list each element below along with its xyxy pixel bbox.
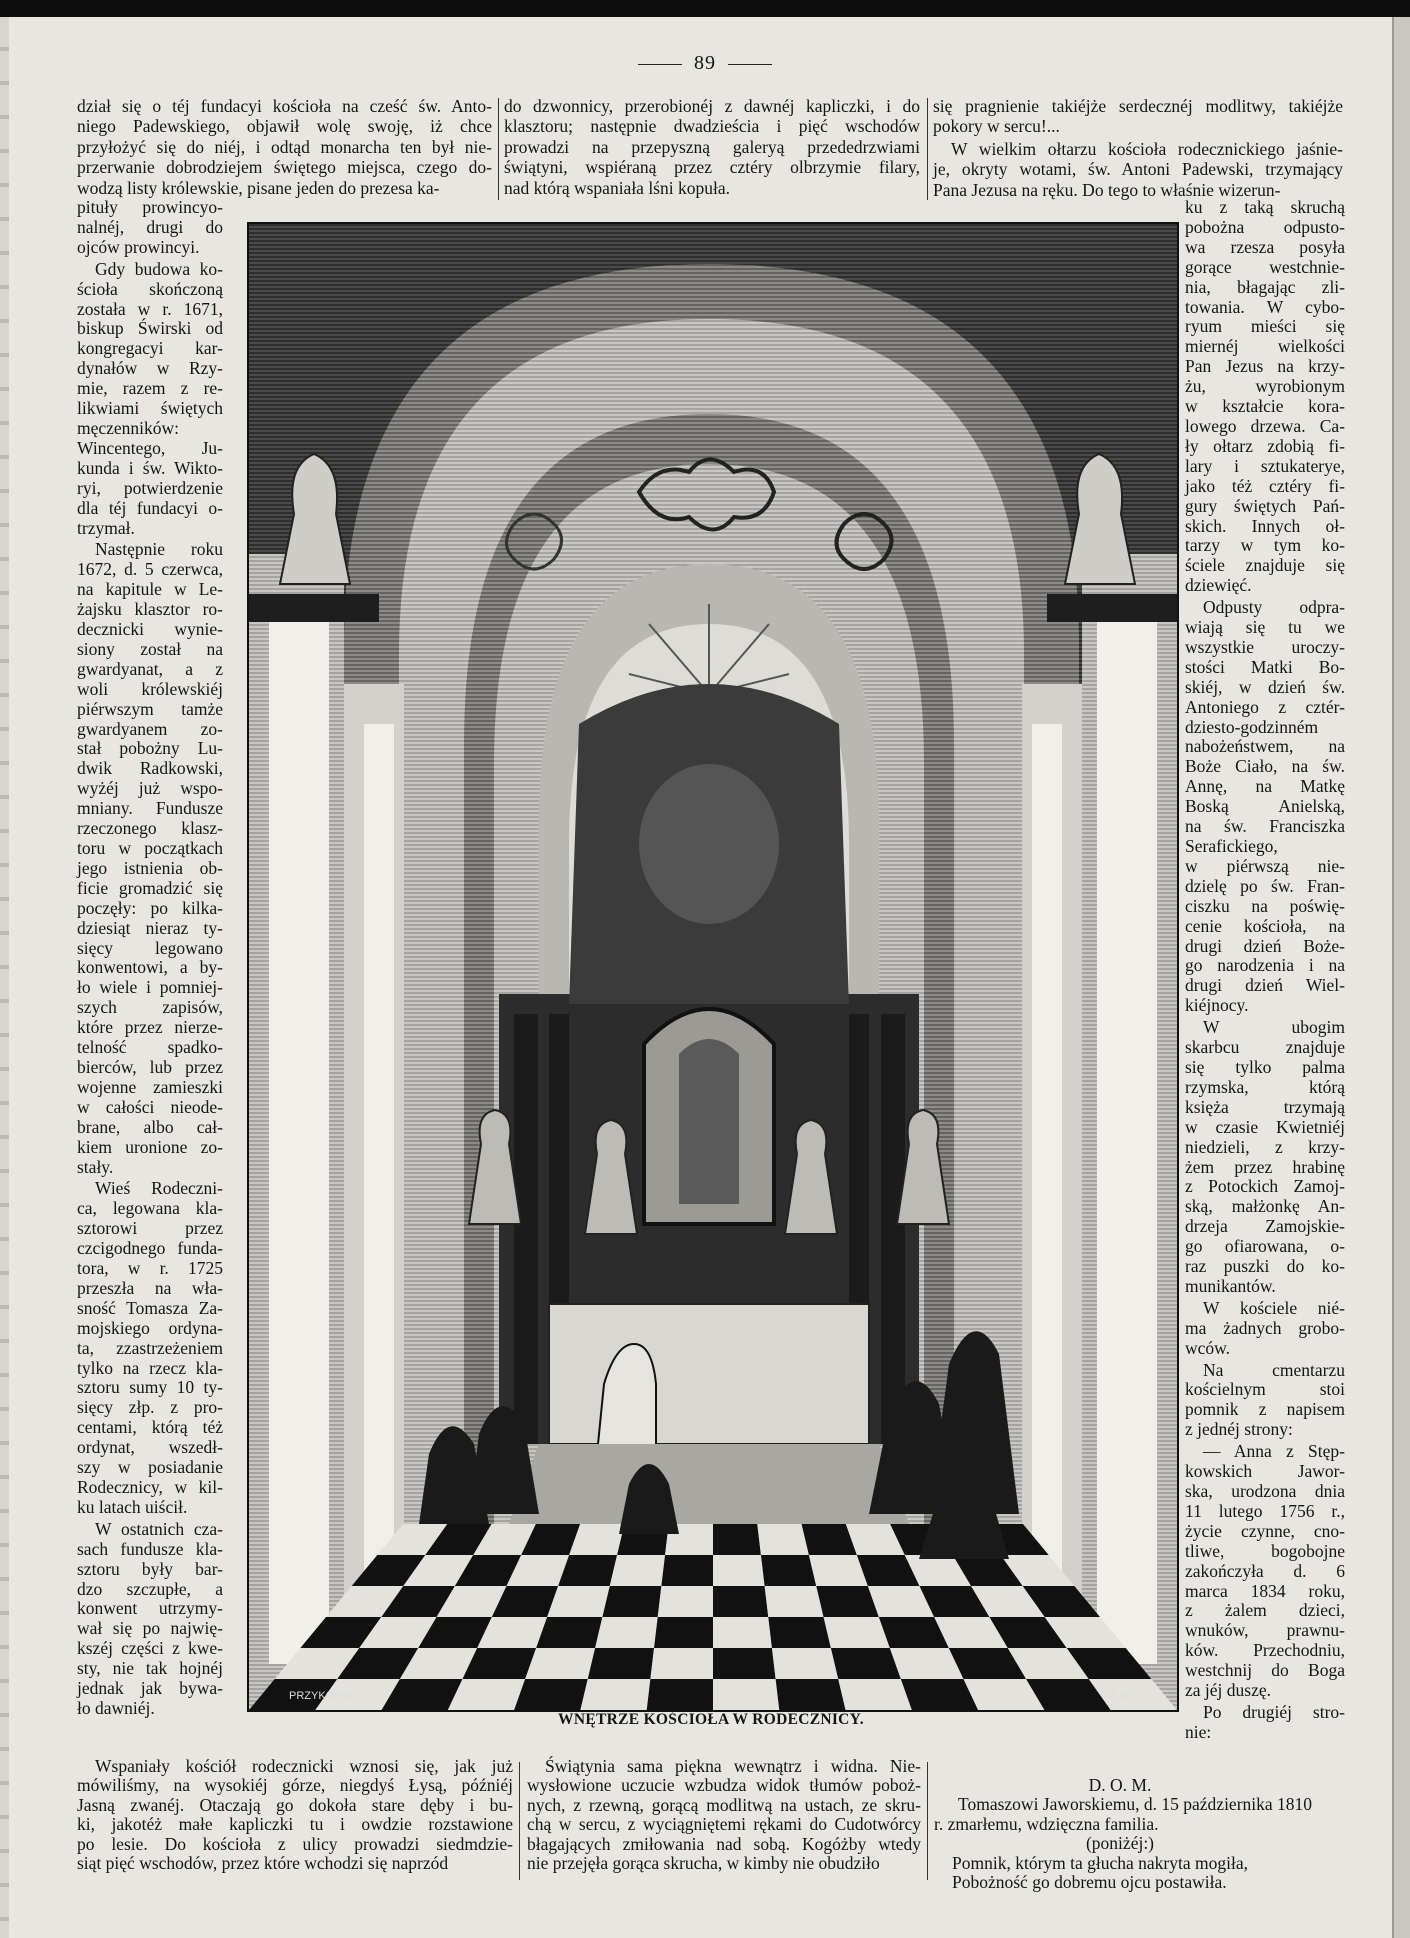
text-line: W wielkim ołtarzu kościoła rodecznickiego jaśnie-: [951, 138, 1343, 159]
text-line: dla téj fundacyi o-: [77, 497, 223, 518]
text-line: toru w początkach: [77, 838, 223, 858]
paragraph: [1185, 1018, 1345, 1297]
text-line: nie przejęła gorąca skrucha, w kimby nie obudziło: [527, 1853, 880, 1874]
column-rule: [927, 1762, 928, 1880]
text-line: ojców prowincyi.: [77, 236, 200, 257]
text-line: ku z taką skruchą: [1185, 197, 1345, 217]
text-line: kongregacyi kar-: [77, 338, 223, 359]
text-line: Antoniego z cztér-: [1185, 696, 1345, 717]
text-line: 11 lutego 1756 r.,: [1185, 1500, 1345, 1521]
bottom-column-2: [527, 1757, 921, 1875]
text-line: wojenne zamieszki: [77, 1076, 223, 1097]
text-line: z żalem dzieci,: [1185, 1600, 1345, 1621]
floor-tile: [661, 1555, 713, 1586]
text-line: jego istnienia ob-: [77, 857, 223, 878]
text-line: mniany. Fundusze: [77, 798, 223, 819]
text-line: gury świętych Pań-: [1185, 495, 1345, 516]
paragraph: [77, 1520, 223, 1719]
text-line: dzielę po św. Fran-: [1185, 875, 1345, 896]
text-line: wyżéj już wspo-: [77, 778, 223, 799]
text-line: pomnik z napisem: [1185, 1399, 1345, 1420]
text-line: piérwszym tamże: [77, 698, 223, 719]
text-line: sztoru były bar-: [77, 1558, 223, 1579]
text-line: biskup Świrski od: [77, 318, 223, 339]
paragraph: [1185, 598, 1345, 1016]
left-column: [77, 198, 223, 1721]
text-line: dwik Radkowski,: [77, 758, 223, 779]
text-line: skarbcu znajduje: [1185, 1037, 1345, 1058]
text-line: tora, w r. 1725: [77, 1258, 223, 1279]
text-line: dziesiąt nieraz ty-: [77, 917, 223, 938]
text-line: ku latach uiścił.: [77, 1496, 188, 1517]
text-line: została w r. 1671,: [77, 298, 223, 319]
text-line: się pragnienie takiéjże serdecznéj modlitwy, takiéjże: [933, 96, 1343, 116]
inscription-verse: Pobożność go dobremu ojcu postawiła.: [952, 1872, 1227, 1893]
text-line: konwent utrzymy-: [77, 1598, 223, 1619]
text-line: Na cmentarzu: [1203, 1359, 1345, 1380]
text-line: pokory w sercu!...: [933, 116, 1060, 137]
artist-signature: A.K.: [1109, 1688, 1132, 1702]
text-line: pobożna odpusto-: [1185, 216, 1345, 237]
text-line: Pan Jezus na krzy-: [1185, 356, 1345, 377]
text-line: pituły prowincyo-: [77, 197, 223, 217]
text-line: raz puszki do ko-: [1185, 1256, 1345, 1277]
text-line: nie:: [1185, 1721, 1212, 1742]
paragraph: [1185, 1703, 1345, 1743]
text-line: w czasie Kwietniéj: [1185, 1116, 1345, 1137]
floor-tile: [547, 1586, 610, 1617]
text-line: sięcy legowano: [77, 937, 223, 958]
text-line: wnuków, prawnu-: [1185, 1620, 1345, 1641]
text-line: ską, małżonkę An-: [1185, 1196, 1345, 1217]
text-line: ścioła skończoną: [77, 278, 223, 299]
paragraph: [77, 96, 492, 198]
text-line: munikantów.: [1185, 1275, 1276, 1296]
text-line: mie, razem z re-: [77, 378, 223, 399]
text-line: się tylko palma: [1185, 1056, 1345, 1077]
floor-tile: [595, 1617, 658, 1648]
text-line: jednak jak bywa-: [77, 1678, 223, 1699]
top-column-3: [933, 96, 1343, 202]
text-line: ło dawniéj.: [77, 1697, 155, 1718]
text-line: mówiliśmy, na wysokiéj górze, niegdyś Łysą, późniéj: [77, 1775, 513, 1796]
text-line: likwiami świętych: [77, 398, 223, 419]
text-line: wysłowione uczucie wzbudza widok tłumów poboż-: [527, 1775, 921, 1796]
floor-tile: [838, 1679, 912, 1710]
text-line: ordynat, wszedł-: [77, 1437, 223, 1458]
floor-tile: [514, 1679, 588, 1710]
floor-tile: [588, 1648, 654, 1679]
text-line: nabożeństwem, na: [1185, 736, 1345, 757]
text-line: miernéj wielkości: [1185, 336, 1345, 357]
text-line: kiem uronione zo-: [77, 1136, 223, 1157]
text-line: z jednéj strony:: [1185, 1419, 1293, 1440]
top-column-1: [77, 96, 492, 200]
text-line: W kościele nié-: [1203, 1297, 1345, 1318]
paragraph: [504, 96, 920, 198]
text-line: wiają się tu we: [1185, 617, 1345, 638]
text-line: sięcy złp. z pro-: [77, 1397, 223, 1418]
floor-tile: [650, 1648, 713, 1679]
text-line: gorące westchnie-: [1185, 256, 1345, 277]
text-line: kowskich Jawor-: [1185, 1461, 1345, 1482]
text-line: Wincentego, Ju-: [77, 437, 223, 458]
text-line: szy w posiadanie: [77, 1457, 223, 1478]
text-line: ków. Przechodniu,: [1185, 1640, 1345, 1661]
text-line: Annę, na Matkę: [1185, 776, 1345, 797]
text-line: żajsku klasztor ro-: [77, 599, 223, 620]
text-line: wszystkie uroczy-: [1185, 636, 1345, 657]
text-line: które przez nierze-: [77, 1017, 223, 1038]
text-line: ta, zzastrzeżeniem: [77, 1337, 223, 1358]
scan-left-edge: [0, 17, 9, 1938]
text-line: konwentowi, a by-: [77, 957, 223, 978]
text-line: zakończyła d. 6: [1185, 1560, 1345, 1581]
text-line: na św. Franciszka: [1185, 816, 1345, 837]
paragraph: [1185, 198, 1345, 596]
scan-top-border: [0, 0, 1410, 17]
text-line: ki, jakotéż małe kapliczki tu i owdzie rozstawione: [77, 1814, 513, 1835]
text-line: klasztoru; następnie dwadzieścia i pięć wschodów: [504, 116, 920, 137]
text-line: za jéj duszę.: [1185, 1680, 1271, 1701]
text-line: ło wiele i pomniej-: [77, 977, 223, 998]
text-line: życie czynne, cno-: [1185, 1520, 1345, 1541]
paragraph: [1185, 1442, 1345, 1701]
text-line: chą w sercu, z wyciągniętemi rękami do Cudotwórcy: [527, 1814, 921, 1835]
text-line: czcigodnego funda-: [77, 1238, 223, 1259]
right-column: [1185, 198, 1345, 1745]
floor-tile: [776, 1679, 846, 1710]
church-interior-engraving: [247, 222, 1179, 1712]
text-line: lowego drzewa. Ca-: [1185, 415, 1345, 436]
text-line: siony został na: [77, 638, 223, 659]
text-line: go ofiarowana, o-: [1185, 1236, 1345, 1257]
floor-tile: [580, 1679, 650, 1710]
text-line: bierców, lub przez: [77, 1056, 223, 1077]
text-line: ściele znajduje się: [1185, 555, 1345, 576]
text-line: brane, albo cał-: [77, 1116, 223, 1137]
text-line: Wieś Rodeczni-: [95, 1178, 223, 1199]
text-line: ryum mieści się: [1185, 316, 1345, 337]
text-line: drugi dzień Boże-: [1185, 935, 1345, 956]
paragraph: [933, 139, 1343, 200]
text-line: przeszła na wła-: [77, 1277, 223, 1298]
column-rule: [927, 98, 928, 200]
text-line: tylko na rzecz kla-: [77, 1357, 223, 1378]
paragraph: [1185, 1299, 1345, 1359]
text-line: w piérwszą nie-: [1185, 855, 1345, 876]
text-line: drugi dzień Wiel-: [1185, 975, 1345, 996]
floor-tile: [647, 1679, 713, 1710]
paragraph: [527, 1757, 921, 1873]
text-line: cenie kościoła, na: [1185, 915, 1345, 936]
text-line: wców.: [1185, 1337, 1231, 1358]
paragraph: [77, 540, 223, 1177]
text-line: rzymska, którą: [1185, 1076, 1345, 1097]
text-line: trzymał.: [77, 517, 135, 538]
text-line: w kształcie kora-: [1185, 396, 1345, 417]
text-line: towania. W cybo-: [1185, 296, 1345, 317]
text-line: sach fundusze kla-: [77, 1538, 223, 1559]
text-line: żu, wyrobionym: [1185, 376, 1345, 397]
text-line: tliwe, bogobojne: [1185, 1540, 1345, 1561]
inscription-note: (poniżéj:): [1085, 1833, 1155, 1854]
text-line: na kapitule w Le-: [77, 579, 223, 600]
floor-tile: [713, 1648, 776, 1679]
text-line: marca 1834 roku,: [1185, 1580, 1345, 1601]
floor-tile: [831, 1648, 901, 1679]
floor-tile: [816, 1586, 879, 1617]
text-line: decznicki wynie-: [77, 619, 223, 640]
floor-tile: [713, 1555, 765, 1586]
text-line: gwardyanem zo-: [77, 718, 223, 739]
text-line: z Potockich Zamoj-: [1185, 1176, 1345, 1197]
text-line: tarzy w tym ko-: [1185, 535, 1345, 556]
floor-tile: [772, 1648, 838, 1679]
floor-tile: [824, 1617, 890, 1648]
text-line: dynałów w Rzy-: [77, 358, 223, 379]
text-line: 1672, d. 5 czerwca,: [77, 559, 223, 580]
text-line: Następnie roku: [95, 539, 223, 560]
text-line: stości Matki Bo-: [1185, 656, 1345, 677]
text-line: ryi, potwierdzenie: [77, 477, 223, 498]
engraver-signature: PRZYKORSKI: [289, 1690, 360, 1702]
text-line: nalnéj, drugi do: [77, 216, 223, 237]
text-line: mojskiego ordyna-: [77, 1317, 223, 1338]
paragraph: [1185, 1361, 1345, 1441]
floor-tile: [768, 1617, 831, 1648]
floor-tile: [602, 1586, 661, 1617]
floor-tile: [525, 1648, 595, 1679]
text-line: sty, nie tak hojnéj: [77, 1658, 223, 1679]
column-rule: [519, 1762, 520, 1880]
text-line: szych zapisów,: [77, 997, 223, 1018]
text-line: po lesie. Do kościoła z ulicy prowadzi siedmdzie-: [77, 1833, 513, 1854]
text-line: męczenników:: [77, 417, 180, 438]
text-line: centami, którą téż: [77, 1417, 223, 1438]
text-line: kiéjnocy.: [1185, 995, 1249, 1016]
text-line: kszéj części z kwe-: [77, 1638, 223, 1659]
text-line: nych, z rzewną, gorącą modlitwą na ustach, ze skru-: [527, 1794, 921, 1815]
text-line: nad którą wspaniała lśni kopuła.: [504, 177, 730, 198]
text-line: prowadzi na przepyszną galeryą przededrzwiami: [504, 136, 920, 157]
floor-tile: [610, 1555, 665, 1586]
text-line: Po drugiéj stro-: [1203, 1701, 1345, 1722]
text-line: W ostatnich cza-: [95, 1518, 223, 1539]
paragraph: [933, 96, 1343, 137]
text-line: poczęły: po kilka-: [77, 897, 223, 918]
text-line: W ubogim: [1203, 1017, 1345, 1038]
text-line: Odpusty odpra-: [1203, 597, 1345, 618]
text-line: sztorowi przez: [77, 1218, 223, 1239]
inscription-verse: Pomnik, którym ta głucha nakryta mogiła,: [952, 1852, 1248, 1873]
text-line: dziewięć.: [1185, 575, 1252, 596]
floor-tile: [654, 1617, 713, 1648]
text-line: dziesto-godzinném: [1185, 716, 1319, 737]
text-line: skich. Innych oł-: [1185, 515, 1345, 536]
text-line: Boską Anielską,: [1185, 796, 1345, 817]
text-line: je, okryty wotami, św. Antoni Padewski, trzymający: [933, 159, 1343, 180]
paragraph: [77, 198, 223, 258]
text-line: przerwanie dobrodziejem świętego miejsca, czego do-: [77, 157, 492, 178]
text-line: ma żadnych grobo-: [1185, 1317, 1345, 1338]
text-line: lary i sztukaterye,: [1185, 455, 1345, 476]
text-line: Gdy budowa ko-: [95, 258, 223, 279]
text-line: do dzwonnicy, przerobionéj z dawnéj kapliczki, i do: [504, 96, 920, 116]
text-line: Wspaniały kościół rodecznicki wznosi się, jak już: [95, 1756, 513, 1776]
text-line: ciszku na poświę-: [1185, 895, 1345, 916]
floor-tile: [713, 1617, 772, 1648]
floor-tile: [536, 1617, 602, 1648]
text-line: drzeja Zamojskie-: [1185, 1216, 1345, 1237]
text-line: w całości nieode-: [77, 1096, 223, 1117]
figure-caption: WNĘTRZE KOŚCIOŁA W RODECZNICY.: [558, 1711, 864, 1728]
text-line: gwardyanat, a z: [77, 658, 223, 679]
floor-tile: [757, 1524, 809, 1555]
text-line: woli królewskiéj: [77, 678, 223, 699]
text-line: dział się o téj fundacyi kościoła na cześć św. Anto-: [77, 96, 492, 116]
text-line: stały.: [77, 1156, 114, 1177]
text-line: Boże Ciało, na św.: [1185, 756, 1345, 777]
scan-right-edge: [1392, 17, 1410, 1938]
inscription: [934, 1775, 1350, 1893]
text-line: Rodecznicy, w kil-: [77, 1477, 223, 1497]
text-line: nia, błagając zli-: [1185, 276, 1345, 297]
page-number: [0, 52, 1410, 75]
text-line: rzeczonego klasz-: [77, 818, 223, 839]
text-line: — Anna z Stęp-: [1203, 1441, 1345, 1462]
floor-tile: [713, 1524, 761, 1555]
text-line: Jasną zwanéj. Otaczają go dokoła stare dęby i bu-: [77, 1794, 513, 1815]
text-line: sność Tomasza Za-: [77, 1297, 223, 1318]
floor-tile: [713, 1586, 768, 1617]
text-line: niego Padewskiego, objawił wolę swoję, iż chce: [77, 116, 492, 137]
text-line: błagających zmiłowania nad sobą. Kogóżby wtedy: [527, 1833, 921, 1854]
text-line: Serafickiego,: [1185, 836, 1278, 856]
text-line: skiéj, w dzień św.: [1185, 676, 1345, 697]
text-line: westchnij do Boga: [1185, 1660, 1345, 1681]
text-line: ły ołtarz zdobią fi-: [1185, 435, 1345, 456]
text-line: jako téż cztéry fi-: [1185, 475, 1345, 496]
top-column-2: [504, 96, 920, 200]
text-line: kunda i św. Wikto-: [77, 457, 223, 478]
text-line: ficie gromadzić się: [77, 877, 223, 898]
text-line: żem przez hrabinę: [1185, 1156, 1345, 1177]
text-line: kościelnym stoi: [1185, 1379, 1345, 1400]
column-rule: [498, 98, 499, 200]
text-line: świątyni, wspiéraną przez cztéry olbrzymie filary,: [504, 157, 920, 178]
text-line: wa rzesza posyła: [1185, 236, 1345, 257]
bottom-column-1: [77, 1757, 513, 1875]
text-line: stał pobożny Lu-: [77, 738, 223, 759]
text-line: wodzą listy królewskie, pisane jeden do prezesa ka-: [77, 177, 440, 198]
text-line: go narodzenia i na: [1185, 955, 1345, 976]
text-line: dzo szczupłe, a: [77, 1578, 223, 1599]
floor-tile: [658, 1586, 713, 1617]
inscription-line: Tomaszowi Jaworskiemu, d. 15 października 1810: [958, 1794, 1313, 1815]
text-line: siąt pięć wschodów, przez które wchodzi się naprzód: [77, 1853, 449, 1874]
text-line: ska, urodzona dnia: [1185, 1481, 1345, 1501]
inscription-heading: D. O. M.: [1088, 1775, 1152, 1795]
paragraph: [77, 260, 223, 539]
inscription-line: r. zmarłemu, wdzięczna familia.: [934, 1813, 1159, 1834]
text-line: niedzieli, z krzy-: [1185, 1136, 1345, 1157]
floor-tile: [713, 1679, 779, 1710]
text-line: Świątynia sama piękna wewnątrz i widna. Nie-: [545, 1756, 921, 1776]
floor-tile: [765, 1586, 824, 1617]
text-line: przyłożyć się do niéj, i odtąd monarcha ten był nie-: [77, 136, 492, 157]
floor-tile: [761, 1555, 816, 1586]
text-line: Pana Jezusa na ręku. Do tego to właśnie wizerun-: [933, 179, 1281, 200]
text-line: wał się po najwię-: [77, 1618, 223, 1639]
page-number-value: 89: [694, 52, 716, 74]
text-line: ca, legowana kla-: [77, 1198, 223, 1219]
text-line: sztoru sumy 10 ty-: [77, 1377, 223, 1398]
text-line: księża trzymają: [1185, 1096, 1345, 1117]
paragraph: [77, 1179, 223, 1517]
paragraph: [77, 1757, 513, 1873]
text-line: telność spadko-: [77, 1037, 223, 1058]
